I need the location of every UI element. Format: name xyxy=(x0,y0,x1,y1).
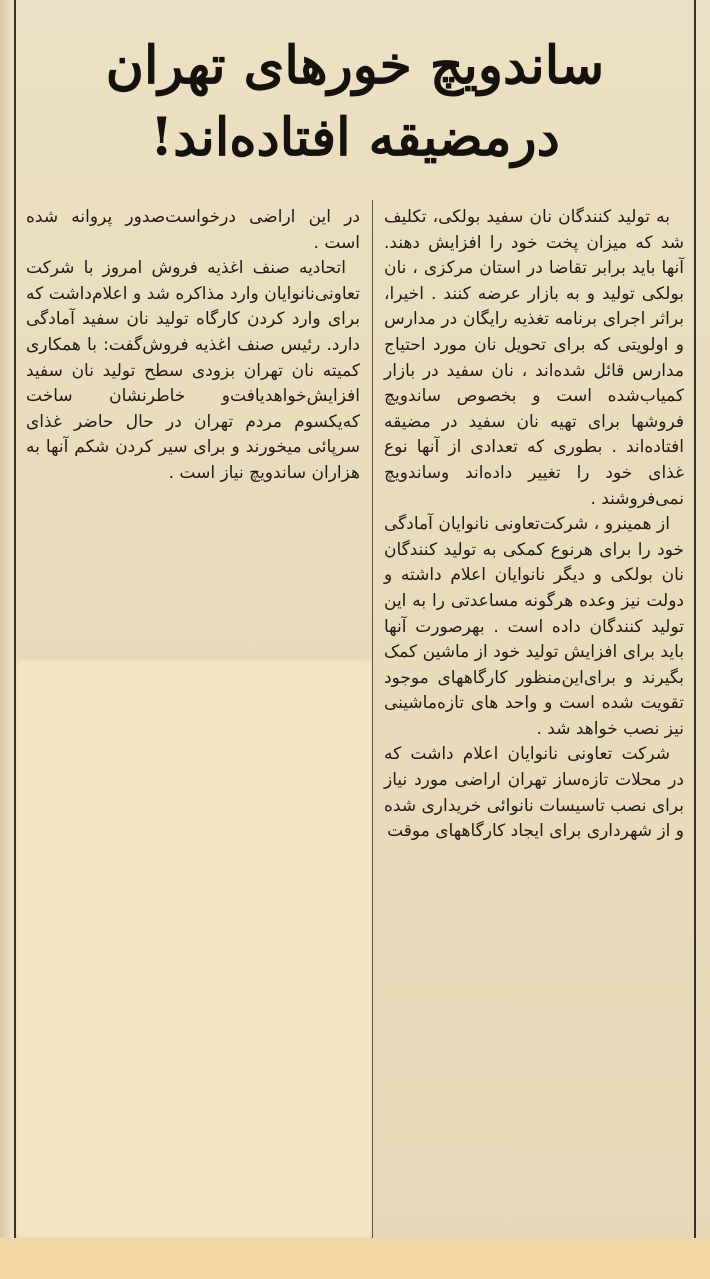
article-column-left xyxy=(26,205,360,487)
paragraph: در این اراضی درخواست‌صدور پروانه شده است . xyxy=(26,207,360,253)
column-rule-right xyxy=(694,0,696,1250)
paper-edge xyxy=(0,0,14,1279)
paragraph: اتحادیه صنف اغذیه فروش امروز با شرکت تعاونی‌نانوایان وارد مذاکره شد و اعلام‌داشت که برای وارد کردن کارگاه تولید نان سفید آمادگی دارد. رئیس صنف اغذیه فروش‌گفت: با همکاری کمیته نان تهران بزودی سطح تولید نان سفید افزایش‌خواهدیافت‌و خاطرنشان ساخت که‌یکسوم مردم تهران در حال حاضر غذای سرپائی میخورند و برای سیر کردن شکم آنها به هزاران ساندویچ نیاز است . xyxy=(26,258,360,483)
headline-line-1: ساندویچ خورهای تهران xyxy=(105,35,605,96)
headline-line-2: درمضیقه افتاده‌اند! xyxy=(150,107,560,168)
column-divider xyxy=(372,200,373,1250)
paragraph: به تولید کنندگان نان سفید بولکی، تکلیف شد که میزان پخت خود را افزایش دهند. آنها باید برابر تقاضا در استان مرکزی ، نان بولکی تولید و به بازار عرضه کنند . اخیرا، براثر اجرای برنامه تغذیه رایگان در مدارس و اولویتی که برای تحویل نان مورد احتیاج مدارس قائل شده‌اند ، نان سفید در بازار کمیاب‌شده است و بخصوص ساندویچ فروشها برای تهیه نان سفید در مضیقه افتاده‌اند . بطوری که تعدادی از آنها نوع غذای خود را تغییر داده‌اند وساندویچ نمی‌فروشند . xyxy=(384,207,684,509)
article-column-right xyxy=(384,205,684,845)
article-headline xyxy=(30,30,680,174)
blank-paper-patch xyxy=(16,660,372,1238)
paragraph: شرکت تعاونی نانوایان اعلام داشت که در محلات تازه‌ساز تهران اراضی مورد نیاز برای نصب تاسیسات نانوائی خریداری شده و از شهرداری برای ایجاد کارگاههای موقت xyxy=(384,744,684,842)
paragraph: از همینرو ، شرکت‌تعاونی نانوایان آمادگی خود را برای هرنوع کمکی به تولید کنندگان نان بولکی و دیگر نانوایان اعلام داشته و دولت نیز وعده هرگونه مساعدتی را به این تولید کنندگان داده است . بهرصورت آنها باید برای افزایش تولید خود از ماشین کمک بگیرند و برای‌این‌منظور کارگاههای موجود تقویت شده است و واحد های تازه‌ماشینی نیز نصب خواهد شد . xyxy=(384,514,684,739)
bottom-margin xyxy=(0,1238,710,1279)
